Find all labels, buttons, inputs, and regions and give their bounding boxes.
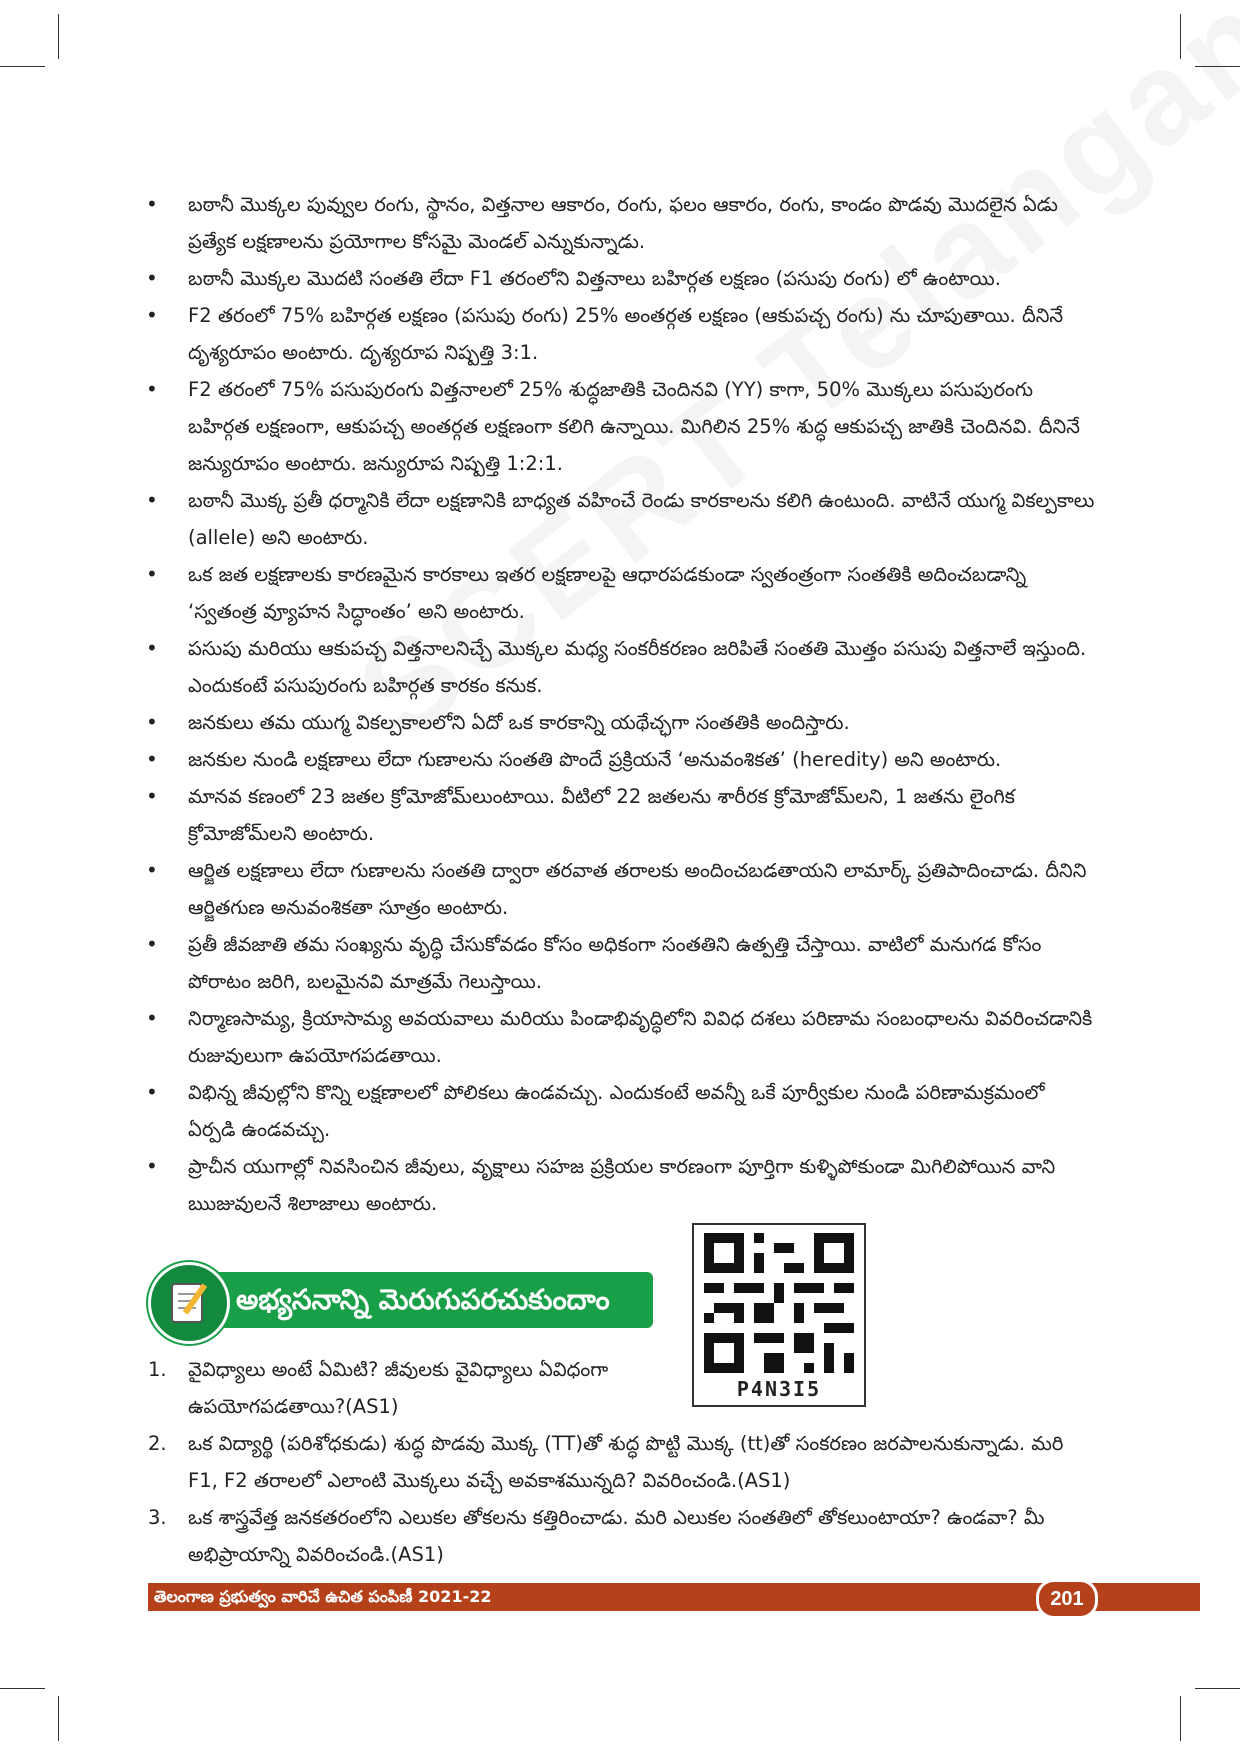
list-item: • ఒక జత లక్షణాలకు కారణమైన కారకాలు ఇతర లక్షణాలపై ఆధారపడకుండా స్వతంత్రంగా సంతతికి అదించబడాన్ని ‘స్వతంత్ర వ్యూహన సిద్ధాంతం’ అని అంటారు. (140, 556, 1095, 630)
list-item: • F2 తరంలో 75% బహిర్గత లక్షణం (పసుపు రంగు) 25% అంతర్గత లక్షణం (ఆకుపచ్చ రంగు) ను చూపుతాయి. దీనినే దృశ్యరూపం అంటారు. దృశ్యరూప నిష్పత్తి 3:1. (140, 297, 1095, 371)
summary-bullet-list (140, 186, 1095, 1222)
footer-text: తెలంగాణ ప్రభుత్వం వారిచే ఉచిత పంపిణీ 2021-22 (154, 1587, 492, 1606)
notebook-pencil-icon (148, 1262, 230, 1344)
crop-mark (1195, 1688, 1240, 1689)
list-item: • ప్రతీ జీవజాతి తమ సంఖ్యను వృద్ధి చేసుకోవడం కోసం అధికంగా సంతతిని ఉత్పత్తి చేస్తాయి. వాటిలో మనుగడ కోసం పోరాటం జరిగి, బలమైనవి మాత్రమే గెలుస్తాయి. (140, 926, 1095, 1000)
qr-code-text: P4N3I5 (736, 1377, 822, 1401)
list-item: • జనకులు తమ యుగ్మ వికల్పకాలలోని ఏదో ఒక కారకాన్ని యథేచ్ఛగా సంతతికి అందిస్తారు. (140, 704, 1095, 741)
question-item (140, 1351, 708, 1425)
list-item: • బఠానీ మొక్క ప్రతీ ధర్మానికి లేదా లక్షణానికి బాధ్యత వహించే రెండు కారకాలను కలిగి ఉంటుంది. వాటినే యుగ్మ వికల్పకాలు (allele) అని అంటారు. (140, 482, 1095, 556)
list-item: • విభిన్న జీవుల్లోని కొన్ని లక్షణాలలో పోలికలు ఉండవచ్చు. ఎందుకంటే అవన్నీ ఒకే పూర్వీకుల నుండి పరిణామక్రమంలో ఏర్పడి ఉండవచ్చు. (140, 1074, 1095, 1148)
question-item (140, 1499, 1095, 1573)
list-item: • నిర్మాణసామ్య, క్రియాసామ్య అవయవాలు మరియు పిండాభివృద్ధిలోని వివిధ దశలు పరిణామ సంబంధాలను వివరించడానికి రుజువులుగా ఉపయోగపడతాయి. (140, 1000, 1095, 1074)
question-number: 2. (148, 1432, 167, 1455)
question-item (140, 1425, 1095, 1499)
question-number: 3. (148, 1506, 167, 1529)
list-item: • బఠానీ మొక్కల మొదటి సంతతి లేదా F1 తరంలోని విత్తనాలు బహిర్గత లక్షణం (పసుపు రంగు) లో ఉంటాయి. (140, 260, 1095, 297)
crop-mark (58, 14, 59, 59)
section-title: అభ్యసనాన్ని మెరుగుపరచుకుందాం (236, 1283, 610, 1316)
list-item: • పసుపు మరియు ఆకుపచ్చ విత్తనాలనిచ్చే మొక్కల మధ్య సంకరీకరణం జరిపితే సంతతి మొత్తం పసుపు విత్తనాలే ఇస్తుంది. ఎందుకంటే పసుపురంగు బహిర్గత కారకం కనుక. (140, 630, 1095, 704)
list-item: • జనకుల నుండి లక్షణాలు లేదా గుణాలను సంతతి పొందే ప్రక్రియనే ‘అనువంశికత’ (heredity) అని అంటారు. (140, 741, 1095, 778)
list-item: • F2 తరంలో 75% పసుపురంగు విత్తనాలలో 25% శుద్ధజాతికి చెందినవి (YY) కాగా, 50% మొక్కలు పసుపురంగు బహిర్గత లక్షణంగా, ఆకుపచ్చ అంతర్గత లక్షణంగా కలిగి ఉన్నాయి. మిగిలిన 25% శుద్ధ ఆకుపచ్చ జాతికి చెందినవి. దీనినే జన్యురూపం అంటారు. జన్యురూప నిష్పత్తి 1:2:1. (140, 371, 1095, 482)
question-text: ఒక విద్యార్థి (పరిశోధకుడు) శుద్ధ పొడవు మొక్క (TT)తో శుద్ధ పొట్టి మొక్క (tt)తో సంకరణం జరపాలనుకున్నాడు. మరి F1, F2 తరాలలో ఎలాంటి మొక్కలు వచ్చే అవకాశమున్నది? వివరించండి.(AS1) (188, 1432, 1064, 1492)
crop-mark (1180, 1696, 1181, 1741)
section-banner (148, 1262, 658, 1338)
page-number: 201 (1036, 1579, 1098, 1619)
list-item: • ప్రాచీన యుగాల్లో నివసించిన జీవులు, వృక్షాలు సహజ ప్రక్రియల కారణంగా పూర్తిగా కుళ్ళిపోకుండా మిగిలిపోయిన వాని ఋజువులనే శిలాజాలు అంటారు. (140, 1148, 1095, 1222)
crop-mark (0, 1688, 45, 1689)
crop-mark (1195, 66, 1240, 67)
crop-mark (58, 1696, 59, 1741)
list-item: • ఆర్జిత లక్షణాలు లేదా గుణాలను సంతతి ద్వారా తరవాత తరాలకు అందించబడతాయని లామార్క్ ప్రతిపాదించాడు. దీనిని ఆర్జితగుణ అనువంశికతా సూత్రం అంటారు. (140, 852, 1095, 926)
question-list (140, 1351, 1095, 1573)
question-number: 1. (148, 1358, 167, 1381)
page-footer (148, 1583, 1200, 1611)
list-item: • మానవ కణంలో 23 జతల క్రోమోజోమ్‌లుంటాయి. వీటిలో 22 జతలను శారీరక క్రోమోజోమ్‌లని, 1 జతను లైంగిక క్రోమోజోమ్‌లని అంటారు. (140, 778, 1095, 852)
question-text: వైవిధ్యాలు అంటే ఏమిటి? జీవులకు వైవిధ్యాలు ఏవిధంగా ఉపయోగపడతాయి?(AS1) (188, 1358, 609, 1418)
list-item: • బఠానీ మొక్కల పువ్వుల రంగు, స్థానం, విత్తనాల ఆకారం, రంగు, ఫలం ఆకారం, రంగు, కాండం పొడవు మొదలైన ఏడు ప్రత్యేక లక్షణాలను ప్రయోగాల కోసమై మెండల్ ఎన్నుకున్నాడు. (140, 186, 1095, 260)
crop-mark (0, 66, 45, 67)
question-text: ఒక శాస్త్రవేత్త జనకతరంలోని ఎలుకల తోకలను కత్తిరించాడు. మరి ఎలుకల సంతతిలో తోకలుంటాయా? ఉండవా? మీ అభిప్రాయాన్ని వివరించండి.(AS1) (188, 1506, 1045, 1566)
crop-mark (1180, 14, 1181, 59)
